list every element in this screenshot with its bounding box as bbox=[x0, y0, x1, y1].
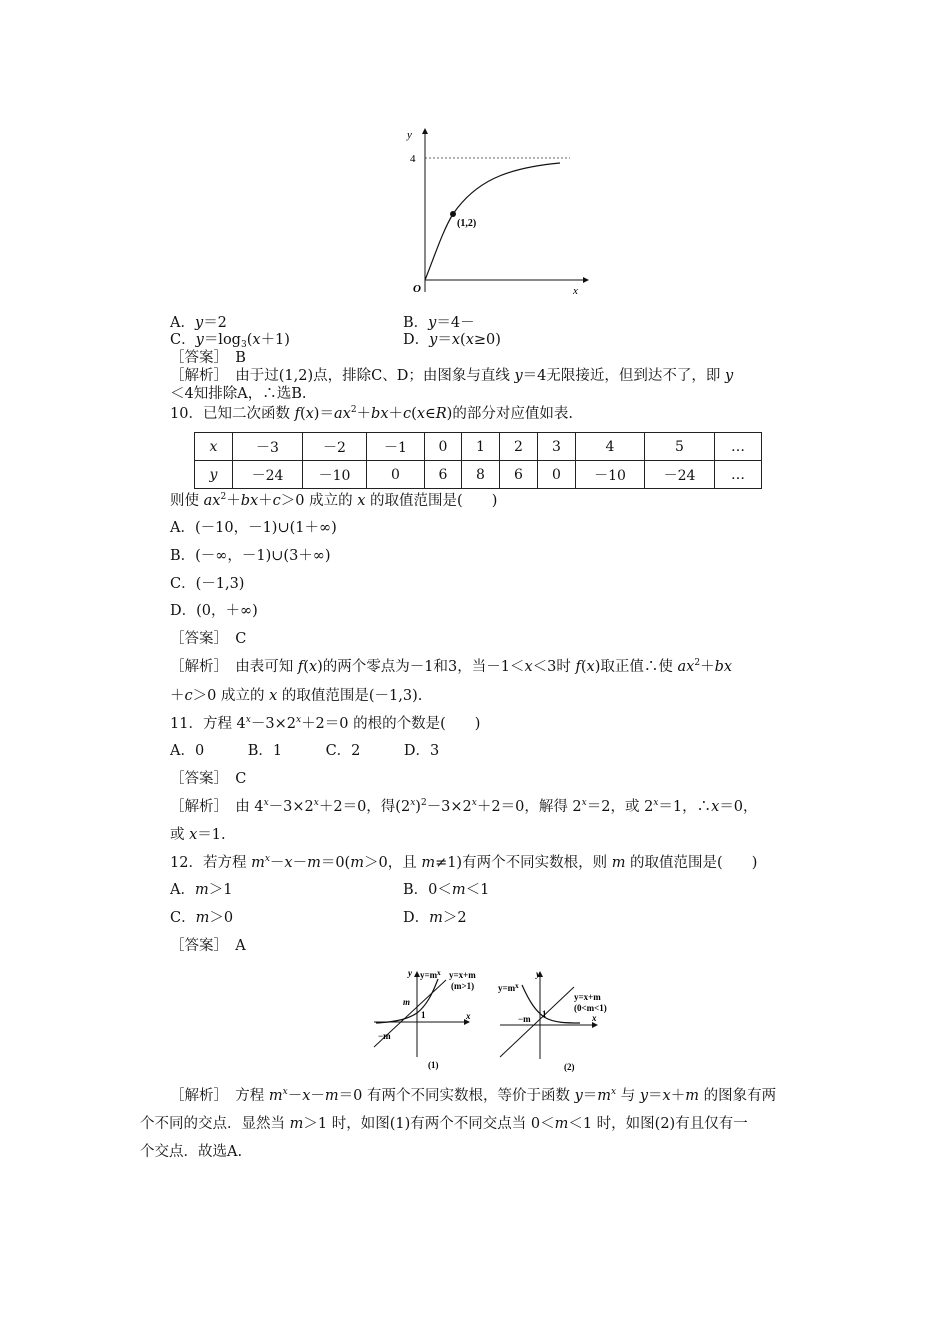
q10-option-c: C．(－1,3) bbox=[170, 576, 245, 592]
g1-neg-m-label: −m bbox=[378, 1031, 391, 1041]
g1-line-label: y=x+m bbox=[449, 970, 476, 980]
q10-explanation-line2: ＋c＞0 成立的 x 的取值范围是(－1,3). bbox=[170, 688, 423, 704]
table-cell: x bbox=[195, 433, 233, 461]
g1-caption: (1) bbox=[428, 1060, 439, 1070]
table-cell: 6 bbox=[425, 461, 462, 489]
q12-option-c: C．m＞0 bbox=[170, 910, 234, 926]
x-arrow-icon bbox=[583, 277, 589, 283]
q10-option-a: A．(－10，－1)∪(1＋∞) bbox=[170, 520, 337, 536]
table-cell: y bbox=[195, 461, 233, 489]
graph-1-m-greater-1 bbox=[366, 965, 478, 1075]
q9-answer: ［答案］ B bbox=[170, 350, 246, 366]
q12-option-d: D．m＞2 bbox=[403, 910, 467, 926]
q9-option-a: A．y＝2 bbox=[170, 315, 227, 331]
q12-option-b: B．0＜m＜1 bbox=[403, 882, 490, 898]
q11-options: A．0 B．1 C．2 D．3 bbox=[170, 743, 440, 759]
table-cell: 3 bbox=[538, 433, 576, 461]
table-cell: 8 bbox=[462, 461, 500, 489]
y-arrow-icon bbox=[422, 128, 428, 134]
graph-y-label: y bbox=[407, 129, 412, 141]
q11-stem: 11．方程 $4^x-3\times 2^x+2=0$ 的根的个数是( ) bbox=[170, 715, 481, 732]
q12-explanation-line3: 个交点．故选A. bbox=[140, 1144, 243, 1160]
table-cell: －24 bbox=[645, 461, 715, 489]
table-cell: 0 bbox=[425, 433, 462, 461]
table-cell: －3 bbox=[233, 433, 303, 461]
point-1-2 bbox=[450, 211, 456, 217]
curve-m-power-x bbox=[522, 985, 580, 1023]
table-row-y bbox=[195, 461, 762, 489]
table-cell: 0 bbox=[538, 461, 576, 489]
g2-condition: (0<m<1) bbox=[574, 1003, 607, 1013]
table-cell: … bbox=[715, 433, 762, 461]
q12-option-a: A．m＞1 bbox=[170, 882, 233, 898]
g2-one-label: 1 bbox=[542, 1009, 547, 1019]
table-cell: 2 bbox=[500, 433, 538, 461]
table-cell: －10 bbox=[303, 461, 367, 489]
table-cell: －1 bbox=[367, 433, 425, 461]
q10-answer: ［答案］ C bbox=[170, 631, 247, 647]
graph-curve-approaching-4 bbox=[395, 120, 595, 295]
table-cell: －24 bbox=[233, 461, 303, 489]
q11-answer: ［答案］ C bbox=[170, 771, 247, 787]
table-cell: 0 bbox=[367, 461, 425, 489]
graph-2-m-between-0-1 bbox=[492, 965, 617, 1075]
graph-x-label: x bbox=[573, 285, 578, 295]
table-cell: 6 bbox=[500, 461, 538, 489]
g1-m-label: m bbox=[403, 997, 411, 1007]
q9-option-d: D．y＝x(x≥0) bbox=[403, 332, 501, 348]
table-cell: －10 bbox=[576, 461, 645, 489]
q11-explanation-line1: ［解析］ 由 $4^x-3\times 2^x+2=0$，得$(2^x)^2-3\times 2^x+2=0$，解得 $2^x=2$，或 $2^x=1$，∴x＝0， bbox=[170, 798, 758, 815]
q10-option-b: B．(－∞，－1)∪(3＋∞) bbox=[170, 548, 331, 564]
table-cell: －2 bbox=[303, 433, 367, 461]
q10-option-d: D．(0，＋∞) bbox=[170, 603, 258, 619]
graph-point-label: (1,2) bbox=[457, 218, 477, 229]
q12-stem: 12．若方程 $m^x-x-m=0(m>0$，且 m≠1)有两个不同实数根，则 m 的取值范围是( ) bbox=[170, 854, 758, 871]
q10-question: 则使 $ax^2+bx+c>0$ 成立的 x 的取值范围是( ) bbox=[170, 492, 498, 509]
table-cell: … bbox=[715, 461, 762, 489]
q10-stem: 10．已知二次函数 $f(x)=ax^2+bx+c(x\in R)$的部分对应值如表. bbox=[170, 405, 573, 422]
g1-x-label: x bbox=[466, 1011, 471, 1021]
graph-y-tick-4: 4 bbox=[410, 153, 416, 165]
value-table bbox=[194, 432, 762, 489]
g1-condition: (m>1) bbox=[451, 981, 475, 991]
g1-curve-label: $y=m^x$ bbox=[420, 969, 441, 980]
g1-one-label: 1 bbox=[421, 1010, 426, 1020]
g1-y-label: y bbox=[408, 968, 412, 978]
g2-caption: (2) bbox=[564, 1062, 575, 1072]
graph-origin-label: O bbox=[413, 283, 421, 295]
g2-y-label: y bbox=[536, 969, 540, 979]
q10-explanation-line1: ［解析］ 由表可知 f(x)的两个零点为－1和3，当－1＜x＜3时 f(x)取正值∴使 $ax^2+bx$ bbox=[170, 658, 733, 675]
table-cell: 4 bbox=[576, 433, 645, 461]
q9-explanation-line2: ＜4知排除A，∴选B. bbox=[170, 386, 307, 402]
g2-x-label: x bbox=[592, 1013, 597, 1023]
q12-explanation-line2: 个不同的交点．显然当 m＞1 时，如图(1)有两个不同交点当 0＜m＜1 时，如图(2)有且仅有一 bbox=[140, 1116, 748, 1132]
function-curve bbox=[425, 163, 560, 280]
q11-explanation-line2: 或 x＝1. bbox=[170, 827, 226, 843]
table-row-x bbox=[195, 433, 762, 461]
q9-option-b: B．y＝4－ bbox=[403, 315, 475, 331]
q12-explanation-line1: ［解析］ 方程 $m^x-x-m=0$ 有两个不同实数根，等价于函数 $y=m^x$ 与 y＝x＋m 的图象有两 bbox=[170, 1087, 777, 1104]
g2-line-label: y=x+m bbox=[574, 992, 601, 1002]
table-cell: 5 bbox=[645, 433, 715, 461]
q9-explanation-line1: ［解析］ 由于过(1,2)点，排除C、D；由图象与直线 y＝4无限接近，但到达不了，即 y bbox=[170, 368, 734, 384]
q9-option-c: C．$y=\log_3(x+1)$ bbox=[170, 332, 290, 350]
g2-curve-label: $y=m^x$ bbox=[498, 982, 519, 993]
g2-neg-m-label: −m bbox=[518, 1014, 531, 1024]
q12-answer: ［答案］ A bbox=[170, 938, 246, 954]
table-cell: 1 bbox=[462, 433, 500, 461]
